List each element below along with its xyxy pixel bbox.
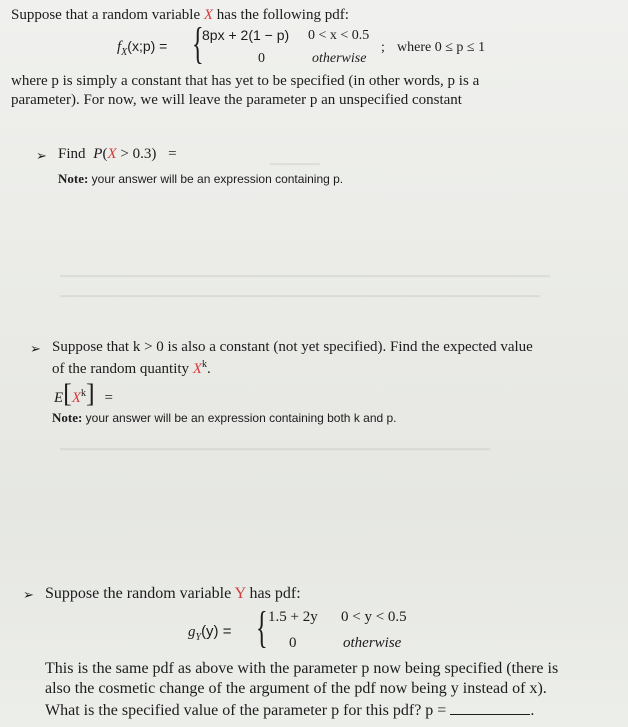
left-brace: { — [192, 19, 204, 68]
paren: ) — [151, 146, 157, 162]
bleed-through-text: ▁▁▁▁▁▁▁▁▁▁▁▁▁▁▁▁▁▁▁▁▁▁▁▁▁▁▁▁▁▁▁▁▁▁▁▁▁▁▁▁▁▁▁▁▁▁▁▁ — [60, 282, 540, 297]
pdf-case-1-condition: 0 < y < 0.5 — [341, 609, 407, 625]
bracket: ] — [86, 379, 95, 408]
random-variable-x: X — [192, 361, 202, 377]
pdf-arguments: (y) = — [201, 623, 232, 640]
bullet-arrow-icon: ➢ — [30, 341, 41, 356]
period: . — [206, 361, 211, 377]
q3-text: Suppose the random variable — [45, 585, 235, 602]
pdf-function-name: f — [117, 39, 122, 55]
pdf-arguments: (x;p) = — [127, 38, 168, 54]
pdf-g-lhs — [188, 623, 231, 643]
bleed-through-text: ▁▁▁▁▁▁▁▁▁▁▁▁▁▁▁▁▁▁▁▁▁▁▁▁▁▁▁▁▁▁▁▁▁▁▁▁▁▁▁▁▁▁▁ — [60, 435, 490, 450]
random-variable-y: Y — [234, 585, 246, 602]
parameter-range: where 0 ≤ p ≤ 1 — [397, 40, 486, 55]
q1-find-label: Find — [58, 146, 86, 162]
pdf-subscript: Y — [195, 632, 202, 643]
period: . — [530, 702, 535, 719]
random-variable-x: X — [107, 146, 117, 162]
bullet-arrow-icon: ➢ — [36, 148, 47, 163]
left-brace: { — [256, 603, 268, 652]
bleed-through-text: ▁▁▁▁▁▁▁▁▁▁▁▁▁▁▁▁▁▁▁▁▁▁▁▁▁▁▁▁▁▁▁▁▁▁▁▁▁▁▁▁▁▁▁▁▁▁▁▁▁ — [60, 262, 550, 277]
bracket: [ — [63, 379, 72, 408]
pdf-case-1-condition: 0 < x < 0.5 — [308, 28, 370, 43]
expectation-symbol: E — [54, 390, 64, 406]
q2-text: of the random quantity — [52, 361, 193, 377]
equals-sign: = — [168, 146, 177, 162]
exponent-k: k — [81, 388, 87, 399]
intro-text: Suppose that a random variable — [11, 7, 204, 23]
q3-text: has pdf: — [245, 585, 301, 602]
pdf-case-1-expression: 1.5 + 2y — [268, 609, 318, 625]
intro-line-1 — [11, 7, 349, 24]
probability-symbol: P — [93, 146, 103, 162]
intro-line-3: parameter). For now, we will leave the parameter p an unspecified constant — [11, 92, 462, 108]
note-text: your answer will be an expression containing both k and p. — [82, 411, 397, 425]
pdf-f-lhs — [117, 38, 167, 58]
q2-expectation — [54, 381, 113, 407]
intro-line-2: where p is simply a constant that has yet to be specified (in other words, p is a — [11, 73, 480, 89]
pdf-case-2-expression: 0 — [258, 51, 265, 66]
bleed-through-text: ▁▁▁▁▁ — [270, 150, 320, 165]
q1-note — [58, 171, 343, 187]
pdf-case-2-condition: otherwise — [343, 635, 402, 651]
pdf-case-1-expression: 8px + 2(1 − p) — [202, 27, 290, 43]
equals-sign: = — [104, 390, 113, 406]
note-text: your answer will be an expression containing p. — [88, 172, 344, 186]
probability-condition: > 0.3 — [116, 146, 152, 162]
pdf-separator: ; — [381, 40, 385, 55]
q3-line-1 — [45, 585, 301, 603]
random-variable-x: X — [203, 7, 214, 23]
intro-text: has the following pdf: — [213, 7, 349, 23]
q2-line-1: Suppose that k > 0 is also a constant (not yet specified). Find the expected value — [52, 339, 533, 355]
q1-prompt — [58, 146, 177, 163]
q2-note — [52, 410, 397, 426]
q2-line-2 — [52, 359, 211, 378]
q3-line-4 — [45, 700, 534, 720]
q3-line-2: This is the same pdf as above with the parameter p now being specified (there is — [45, 660, 559, 677]
exponent-k: k — [201, 359, 207, 370]
answer-blank[interactable] — [450, 700, 530, 715]
pdf-case-2-condition: otherwise — [312, 51, 367, 66]
pdf-subscript: X — [121, 47, 128, 58]
note-label: Note: — [52, 410, 83, 425]
note-label: Note: — [58, 171, 89, 186]
random-variable-x: X — [71, 390, 82, 406]
pdf-function-name: g — [188, 624, 196, 640]
q3-line-3: also the cosmetic change of the argument of the pdf now being y instead of x). — [45, 680, 547, 697]
paren: ( — [102, 146, 108, 162]
bullet-arrow-icon: ➢ — [23, 587, 34, 602]
pdf-case-2-expression: 0 — [289, 635, 297, 651]
q3-question-text: What is the specified value of the parameter p for this pdf? p = — [45, 702, 447, 719]
